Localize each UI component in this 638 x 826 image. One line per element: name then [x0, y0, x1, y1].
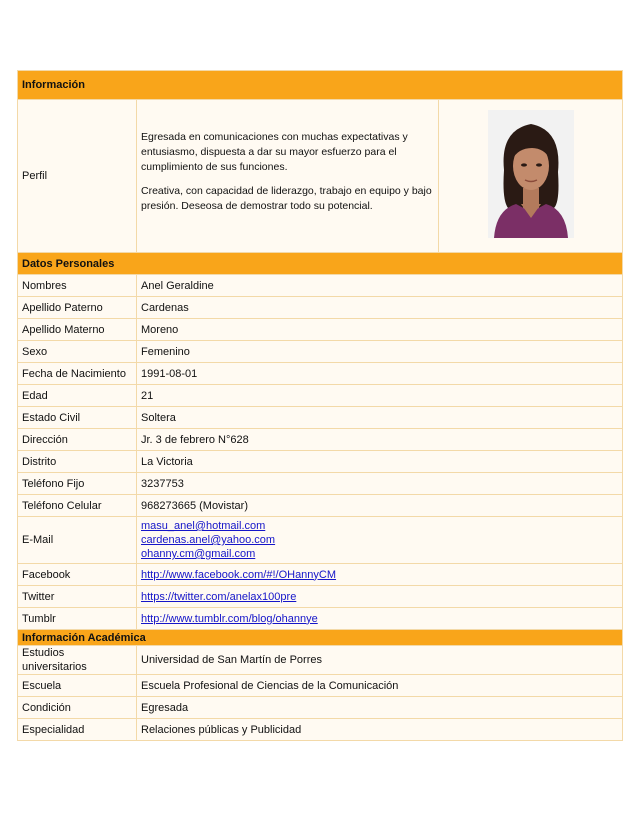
- personal-value: Soltera: [137, 407, 623, 429]
- email-values: [137, 517, 623, 564]
- academica-label: Condición: [18, 697, 137, 719]
- section-title-informacion-academica: Información Académica: [18, 630, 623, 646]
- section-title-informacion: Información: [18, 71, 623, 100]
- social-row-tumblr: [18, 608, 623, 630]
- personal-value: Jr. 3 de febrero N°628: [137, 429, 623, 451]
- personal-value: Anel Geraldine: [137, 275, 623, 297]
- section-title-datos-personales: Datos Personales: [18, 253, 623, 275]
- academica-row: [18, 675, 623, 697]
- personal-value: Femenino: [137, 341, 623, 363]
- perfil-paragraph-2: Creativa, con capacidad de liderazgo, trabajo en equipo y bajo presión. Deseosa de demostrar todo su potencial.: [141, 184, 432, 212]
- email-link[interactable]: masu_anel@hotmail.com: [141, 520, 266, 532]
- personal-label: Apellido Materno: [18, 319, 137, 341]
- personal-label: Sexo: [18, 341, 137, 363]
- personal-label: Fecha de Nacimiento: [18, 363, 137, 385]
- perfil-label: Perfil: [18, 100, 137, 253]
- academica-row: [18, 719, 623, 741]
- profile-photo: [488, 110, 574, 238]
- perfil-description: [137, 100, 439, 253]
- section-header-informacion-academica: [18, 630, 623, 646]
- perfil-row: [18, 100, 623, 253]
- personal-value: Moreno: [137, 319, 623, 341]
- personal-label: Teléfono Celular: [18, 495, 137, 517]
- cv-table: [17, 70, 623, 741]
- social-row-facebook: [18, 564, 623, 586]
- personal-value: 3237753: [137, 473, 623, 495]
- personal-label: Nombres: [18, 275, 137, 297]
- personal-row: [18, 407, 623, 429]
- personal-label: Distrito: [18, 451, 137, 473]
- facebook-link[interactable]: http://www.facebook.com/#!/OHannyCM: [141, 568, 337, 581]
- email-label: E-Mail: [18, 517, 137, 564]
- twitter-link[interactable]: https://twitter.com/anelax100pre: [141, 590, 297, 603]
- tumblr-link[interactable]: http://www.tumblr.com/blog/ohannye: [141, 612, 318, 625]
- academica-value: Relaciones públicas y Publicidad: [137, 719, 623, 741]
- personal-label: Dirección: [18, 429, 137, 451]
- personal-row: [18, 451, 623, 473]
- personal-row: [18, 275, 623, 297]
- email-link[interactable]: ohanny.cm@gmail.com: [141, 548, 256, 560]
- personal-row: [18, 363, 623, 385]
- academica-row: [18, 697, 623, 719]
- personal-row: [18, 429, 623, 451]
- personal-row: [18, 385, 623, 407]
- academica-value: Universidad de San Martín de Porres: [137, 646, 623, 675]
- personal-value: 968273665 (Movistar): [137, 495, 623, 517]
- social-label: Twitter: [18, 586, 137, 608]
- photo-cell: [439, 100, 623, 253]
- personal-row: [18, 341, 623, 363]
- social-row-twitter: [18, 586, 623, 608]
- academica-label: Estudios universitarios: [18, 646, 137, 675]
- personal-row: [18, 297, 623, 319]
- section-header-datos-personales: [18, 253, 623, 275]
- email-link[interactable]: cardenas.anel@yahoo.com: [141, 534, 276, 546]
- section-header-informacion: [18, 71, 623, 100]
- academica-value: Escuela Profesional de Ciencias de la Comunicación: [137, 675, 623, 697]
- academica-value: Egresada: [137, 697, 623, 719]
- personal-label: Teléfono Fijo: [18, 473, 137, 495]
- social-label: Tumblr: [18, 608, 137, 630]
- personal-value: La Victoria: [137, 451, 623, 473]
- personal-row: [18, 473, 623, 495]
- personal-row: [18, 495, 623, 517]
- personal-value: 1991-08-01: [137, 363, 623, 385]
- personal-label: Apellido Paterno: [18, 297, 137, 319]
- academica-label: Especialidad: [18, 719, 137, 741]
- social-label: Facebook: [18, 564, 137, 586]
- academica-label: Escuela: [18, 675, 137, 697]
- personal-label: Estado Civil: [18, 407, 137, 429]
- academica-row: [18, 646, 623, 675]
- personal-value: Cardenas: [137, 297, 623, 319]
- personal-row: [18, 319, 623, 341]
- perfil-paragraph-1: Egresada en comunicaciones con muchas expectativas y entusiasmo, dispuesta a dar su mayor esfuerzo para el cumplimiento de sus funciones.: [141, 130, 408, 173]
- personal-label: Edad: [18, 385, 137, 407]
- email-row: [18, 517, 623, 564]
- personal-value: 21: [137, 385, 623, 407]
